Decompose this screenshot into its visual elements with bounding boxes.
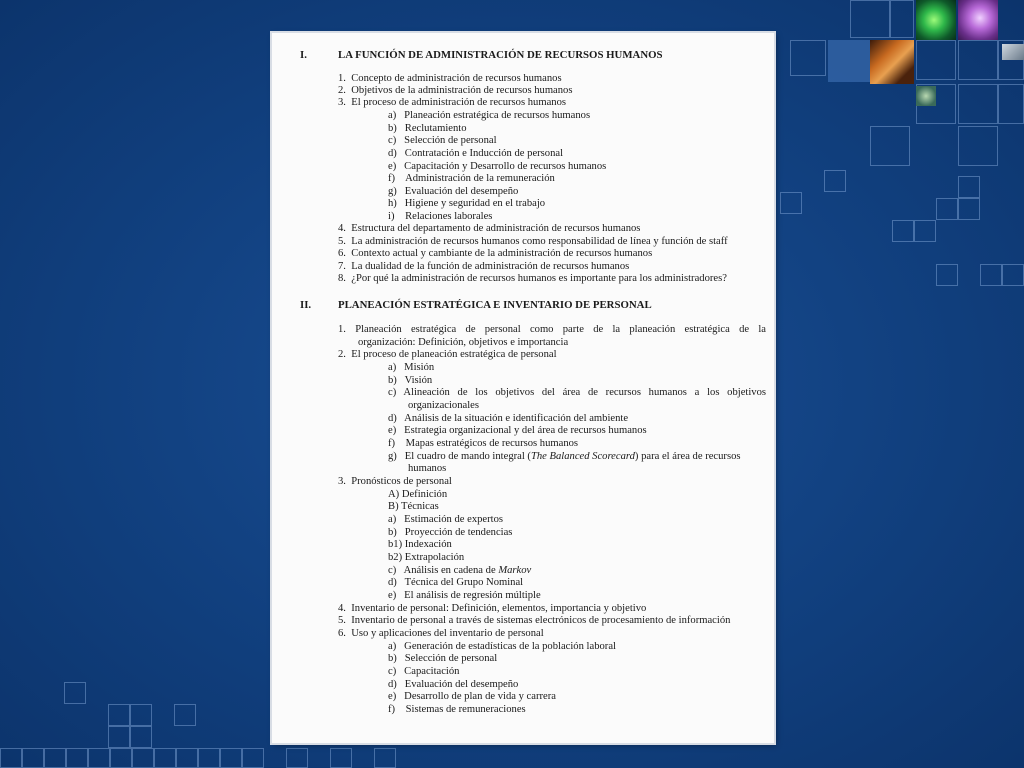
list-item: 8. ¿Por qué la administración de recursos humanos es importante para los administradores?	[338, 273, 727, 284]
list-item: 6. Uso y aplicaciones del inventario de personal	[338, 628, 544, 639]
sub-list-item: A) Definición	[388, 489, 448, 500]
sub-list-item: c) Selección de personal	[388, 135, 497, 146]
sub-list-item: e) El análisis de regresión múltiple	[388, 590, 541, 601]
grid-square	[914, 220, 936, 242]
grid-square	[824, 170, 846, 192]
photo-tile-purple-image	[958, 0, 998, 40]
sub-list-item: d) Contratación e Inducción de personal	[388, 148, 564, 159]
section-title: PLANEACIÓN ESTRATÉGICA E INVENTARIO DE PERSONAL	[338, 299, 652, 311]
section-title: LA FUNCIÓN DE ADMINISTRACIÓN DE RECURSOS HUMANOS	[338, 49, 663, 61]
sub-list-item: a) Misión	[388, 362, 435, 373]
grid-square	[110, 748, 132, 768]
sub-list-item: d) Análisis de la situación e identificación del ambiente	[388, 413, 629, 424]
italic-text: Markov	[498, 565, 532, 576]
sub-list-item	[388, 451, 766, 463]
sub-list-item: a) Planeación estratégica de recursos humanos	[388, 110, 591, 121]
grid-square	[130, 726, 152, 748]
sub-list-item: d) Técnica del Grupo Nominal	[388, 577, 524, 588]
sub-list-item: c) Capacitación	[388, 666, 460, 677]
list-item: 2. El proceso de planeación estratégica de personal	[338, 349, 557, 360]
photo-tile-green-image	[916, 0, 956, 40]
sub-list-item: e) Capacitación y Desarrollo de recursos humanos	[388, 161, 607, 172]
list-item: 7. La dualidad de la función de administración de recursos humanos	[338, 261, 630, 272]
grid-square	[44, 748, 66, 768]
sub-list-item-text: g) El cuadro de mando integral (	[388, 451, 531, 462]
grid-square	[780, 192, 802, 214]
section-number: II.	[300, 299, 312, 311]
grid-square	[88, 748, 110, 768]
grid-square	[374, 748, 396, 768]
sub-list-item-continuation: organizacionales	[408, 400, 479, 411]
sub-list-item: b1) Indexación	[388, 539, 452, 550]
document-page	[272, 33, 774, 743]
grid-square	[220, 748, 242, 768]
grid-square	[790, 40, 826, 76]
sub-list-item: c) Alineación de los objetivos del área de recursos humanos a los objetivos	[388, 387, 766, 398]
list-item: 1. Planeación estratégica de personal como parte de la planeación estratégica de la	[338, 324, 766, 335]
grid-square	[870, 126, 910, 166]
grid-square	[108, 704, 130, 726]
sub-list-item-text: ) para el área de recursos	[634, 451, 741, 462]
sub-list-item: b2) Extrapolación	[388, 552, 465, 563]
list-item: 4. Estructura del departamento de administración de recursos humanos	[338, 223, 641, 234]
sub-list-item: e) Desarrollo de plan de vida y carrera	[388, 691, 556, 702]
grid-square	[850, 0, 890, 38]
list-item: 3. Pronósticos de personal	[338, 476, 452, 487]
photo-tile-keyboard-image	[870, 40, 914, 84]
grid-square	[958, 40, 998, 80]
grid-square	[0, 748, 22, 768]
list-item: 1. Concepto de administración de recursos humanos	[338, 73, 562, 84]
grid-square	[198, 748, 220, 768]
sub-list-item	[388, 565, 531, 577]
grid-square	[958, 198, 980, 220]
grid-square	[22, 748, 44, 768]
grid-square	[958, 84, 998, 124]
grid-square	[132, 748, 154, 768]
grid-square	[66, 748, 88, 768]
sub-list-item: f) Mapas estratégicos de recursos humanos	[388, 438, 579, 449]
grid-square	[958, 176, 980, 198]
grid-square	[936, 198, 958, 220]
section-number: I.	[300, 49, 307, 61]
list-item-continuation: organización: Definición, objetivos e importancia	[358, 337, 569, 348]
list-item: 5. Inventario de personal a través de sistemas electrónicos de procesamiento de información	[338, 615, 731, 626]
photo-tile-small-image	[916, 86, 936, 106]
grid-square	[130, 704, 152, 726]
grid-square	[958, 126, 998, 166]
list-item: 2. Objetivos de la administración de recursos humanos	[338, 85, 573, 96]
grid-square	[980, 264, 1002, 286]
sub-list-item: b) Proyección de tendencias	[388, 527, 513, 538]
list-item: 3. El proceso de administración de recursos humanos	[338, 97, 566, 108]
grid-square	[1002, 264, 1024, 286]
grid-square	[892, 220, 914, 242]
sub-list-item: i) Relaciones laborales	[388, 211, 493, 222]
list-item: 6. Contexto actual y cambiante de la administración de recursos humanos	[338, 248, 653, 259]
sub-list-item: e) Estrategia organizacional y del área de recursos humanos	[388, 425, 647, 436]
sub-list-item-text: c) Análisis en cadena de	[388, 565, 499, 576]
grid-square	[828, 40, 870, 82]
grid-square	[890, 0, 914, 38]
grid-square	[108, 726, 130, 748]
grid-square	[936, 264, 958, 286]
sub-list-item: a) Generación de estadísticas de la población laboral	[388, 641, 616, 652]
sub-list-item: h) Higiene y seguridad en el trabajo	[388, 198, 546, 209]
grid-square	[286, 748, 308, 768]
sub-list-item-continuation: humanos	[408, 463, 447, 474]
list-item: 5. La administración de recursos humanos como responsabilidad de línea y función de staff	[338, 236, 728, 247]
photo-tile-small-image	[1002, 44, 1024, 60]
italic-text: The Balanced Scorecard	[530, 451, 635, 462]
sub-list-item: f) Sistemas de remuneraciones	[388, 704, 526, 715]
sub-list-item: B) Técnicas	[388, 501, 439, 512]
sub-list-item: b) Selección de personal	[388, 653, 498, 664]
sub-list-item: b) Visión	[388, 375, 433, 386]
grid-square	[330, 748, 352, 768]
sub-list-item: f) Administración de la remuneración	[388, 173, 555, 184]
grid-square	[916, 40, 956, 80]
grid-square	[174, 704, 196, 726]
sub-list-item: d) Evaluación del desempeño	[388, 679, 519, 690]
grid-square	[176, 748, 198, 768]
grid-square	[998, 84, 1024, 124]
sub-list-item: a) Estimación de expertos	[388, 514, 504, 525]
grid-square	[242, 748, 264, 768]
grid-square	[64, 682, 86, 704]
sub-list-item: b) Reclutamiento	[388, 123, 467, 134]
grid-square	[154, 748, 176, 768]
sub-list-item: g) Evaluación del desempeño	[388, 186, 519, 197]
list-item: 4. Inventario de personal: Definición, elementos, importancia y objetivo	[338, 603, 647, 614]
